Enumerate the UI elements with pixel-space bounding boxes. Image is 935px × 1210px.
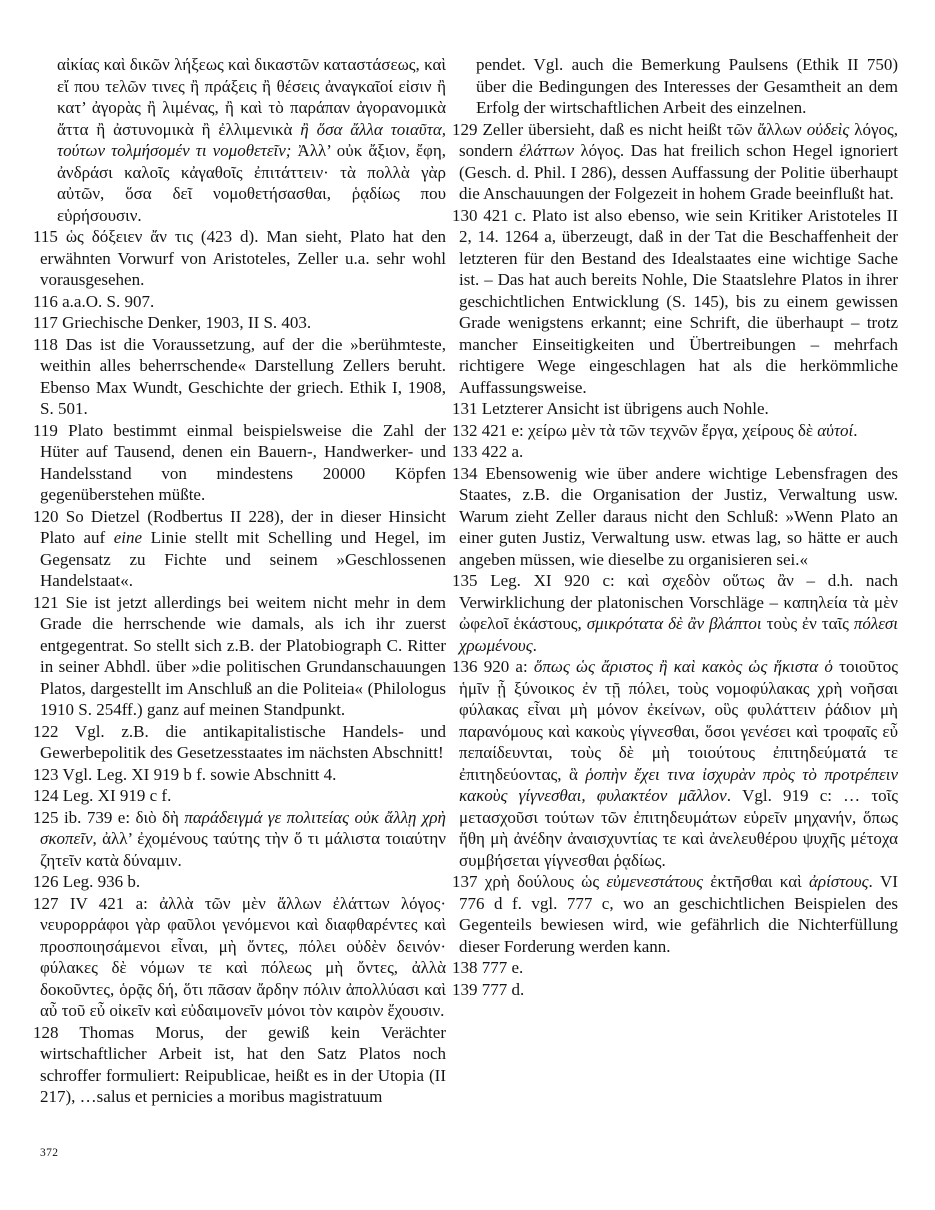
text-run: Letzterer Ansicht ist übrigens auch Nohle. <box>481 399 769 418</box>
footnote <box>452 119 898 205</box>
footnote-number: 122 <box>33 721 75 741</box>
footnote <box>452 463 898 571</box>
text-run: Sie ist jetzt allerdings bei weitem nicht mehr in dem Grade die herrschende wie damals, als ich ihr zuerst entgegentrat. So stellt sich z.B. der Platobiograph C. Ritter in seiner Abhdl. über »die politischen Grundanschauungen Platos, dargestellt im Anschluß an die Politeia« (Philologus 1910 S. 254ff.) ganz auf meinen Standpunkt. <box>40 592 446 719</box>
text-run: Thomas Morus, der gewiß kein Verächter wirtschaftlicher Arbeit ist, hat den Satz Platos noch schroffer formuliert: Reipublicae, heißt es in der Utopia (II 217), …salus et pernicies a moribus magistratuum <box>40 1022 446 1106</box>
left-column <box>33 54 446 1108</box>
footnote-number: 135 <box>452 571 491 590</box>
emphasized-text: ἐλάττων <box>519 141 574 160</box>
text-run: Leg. 936 b. <box>62 872 141 891</box>
footnote <box>452 957 898 979</box>
footnote-number: 116 <box>33 291 63 311</box>
text-run: 421 c. Plato ist also ebenso, wie sein Kritiker Aristoteles II 2, 14. 1264 a, überzeugt, daß in der Tat die Beschaffenheit der letzteren für den Bestand des Idealstaates eine wichtige Sache ist. – Das hat auch bereits Nohle, Die Staatslehre Platos in ihrer geschichtlichen Entwicklung (S. 145), bis zu einem gewissen Grade wenigstens erkannt; eine Schrift, die überhaupt – trotz mancher Einseitigkeiten und Übertreibungen – mehrfach richtigere Wege eingeschlagen hat als die herkömmliche Auffassungsweise. <box>459 205 898 397</box>
text-run: Das ist die Voraussetzung, auf der die »berühmteste, weithin alles beherrschende« Darstellung Zellers beruht. Ebenso Max Wundt, Geschichte der griech. Ethik I, 1908, S. 501. <box>40 334 446 418</box>
text-run: . <box>853 420 858 440</box>
footnote <box>33 312 446 334</box>
text-run: ἐκτῆσθαι καὶ <box>703 872 809 891</box>
footnote-number: 123 <box>33 764 63 784</box>
text-run: a.a.O. S. 907. <box>62 291 155 311</box>
text-run: , ἀλλ’ ἐχομένους ταύτης τὴν ὅ τι μάλιστα τοιαύτην ζητεῖν κατὰ δύναμιν. <box>40 829 446 870</box>
footnote-number: 115 <box>33 227 66 246</box>
footnote <box>33 420 446 506</box>
text-run: Ἀλλ’ οὐκ ἄξιον, ἔφη, ἀνδράσι καλοῖς κἀγαθοῖς ἐπιτάττειν· τὰ πολλὰ γὰρ αὐτῶν, ὅσα δεῖ νομοθετήσασθαι, ῥᾳδίως που εὑρήσουσιν. <box>57 141 446 225</box>
footnote-number: 132 <box>452 420 482 440</box>
footnote-number: 119 <box>33 420 69 440</box>
right-column <box>452 54 898 1000</box>
emphasized-text: ἢ ὅσα ἄλλα τοιαῦτα, τούτων τολμήσομέν τι νομοθετεῖν; <box>57 119 446 160</box>
text-run: . <box>532 635 537 655</box>
footnote-number: 138 <box>452 958 482 977</box>
text-run: Linie stellt mit Schelling und Hegel, im Gegensatz zu Fichte und seinem »Geschlossenen Handelstaat«. <box>40 528 446 590</box>
footnote <box>33 721 446 764</box>
text-run: λόγος, sondern <box>459 119 898 160</box>
text-run: So Dietzel (Rodbertus II 228), der in dieser Hinsicht Plato auf <box>40 506 446 547</box>
text-run: 777 d. <box>481 979 525 999</box>
footnote <box>33 807 446 872</box>
footnote-number: 133 <box>452 442 482 461</box>
emphasized-text: σμικρότατα δὲ ἂν βλάπτοι <box>586 614 762 633</box>
footnote <box>33 1022 446 1108</box>
text-run: pendet. Vgl. auch die Bemerkung Paulsens (Ethik II 750) über die Bedingungen des Interesses der Gesamtheit an dem Erfolg der wirtschaftlichen Arbeit des einzelnen. <box>476 55 898 117</box>
footnote <box>452 205 898 399</box>
footnote <box>33 871 446 893</box>
emphasized-text: παράδειγμά γε πολιτείας οὐκ ἄλλῃ χρὴ σκοπεῖν <box>40 807 446 848</box>
text-run: ὡς δόξειεν ἄν τις (423 d). Man sieht, Plato hat den erwähnten Vorwurf von Aristoteles, Zeller u.a. sehr wohl vorausgesehen. <box>40 227 446 289</box>
emphasized-text: ῥοπὴν ἔχει τινα ἰσχυρὰν πρὸς τὸ προτρέπειν κακοὺς γίγνεσθαι, φυλακτέον μᾶλλον <box>459 764 898 805</box>
footnote <box>33 226 446 291</box>
emphasized-text: αὑτοί <box>817 420 854 440</box>
page-number: 372 <box>40 1147 59 1159</box>
footnote-number: 130 <box>452 205 484 225</box>
emphasized-text: ὅπως ὡς ἄριστος ἢ καὶ κακὸς ὡς ἥκιστα ὁ <box>533 657 833 676</box>
text-run: ib. 739 e: διὸ δὴ <box>63 807 185 827</box>
text-run: Leg. XI 920 c: καὶ σχεδὸν οὕτως ἂν – d.h. nach Verwirklichung der platonischen Vorschläge – καπηλεία τὰ μὲν ὠφελοῖ ἑκάστους, <box>459 571 899 633</box>
text-run: λόγος. Das hat freilich schon Hegel ignoriert (Gesch. d. Phil. I 286), dessen Auffassung der Politie überhaupt die Anschauungen der Folgezeit in hohem Grade beeinflußt hat. <box>459 141 898 203</box>
footnote-number: 127 <box>33 893 70 913</box>
text-run: 777 e. <box>481 958 524 977</box>
emphasized-text: ἀρίστους <box>809 872 869 891</box>
continuation-paragraph <box>33 54 446 226</box>
text-run: IV 421 a: ἀλλὰ τῶν μὲν ἄλλων ἐλάττων λόγος· νευρορράφοι γὰρ φαῦλοι γενόμενοι καὶ διαφθαρέντες καὶ προσποιησάμενοι εἶναι, μὴ ὄντες, πόλει οὐδὲν δεινόν· φύλακες δὲ νόμων τε καὶ πόλεως μὴ ὄντες, ἀλλὰ δοκοῦντες, ὁρᾷς δή, ὅτι πᾶσαν ἄρδην πόλιν ἀπολλύασι καὶ αὖ τοῦ εὖ οἰκεῖν καὶ εὐδαιμονεῖν μόνοι τὸν καιρὸν ἔχουσιν. <box>40 893 446 1020</box>
footnote <box>452 979 898 1001</box>
text-run: Vgl. Leg. XI 919 b f. sowie Abschnitt 4. <box>62 764 337 784</box>
footnote-number: 121 <box>33 592 66 612</box>
emphasized-text: πόλεσι χρωμένους <box>459 614 898 655</box>
footnote <box>33 893 446 1022</box>
text-run: τοιοῦτος ἡμῖν ᾖ ξύνοικος ἐν τῇ πόλει, τοὺς νομοφύλακας χρὴ νοῆσαι φύλακας εἶναι μὴ μόνον ἐκείνων, οὓς φυλάττειν ῥάδιον μὴ παρανόμους καὶ κακοὺς γίγνεσθαι, ὅσοι γενέσει καὶ τροφαῖς εὖ πεπαίδευνται, τοὺς δὲ μὴ τοιούτους ἐπιτηδεύματά τε ἐπιτηδεύοντας, ἃ <box>459 657 899 784</box>
text-run: . Vgl. 919 c: … τοῖς μετασχοῦσι τούτων τῶν ἐπιτηδευμάτων εὑρεῖν μηχανήν, ὅπως ἤθη μὴ ἀνέδην ἀναισχυντίας τε καὶ ἀνελευθέρου ψυχῆς μέτοχα συμβήσεται γίγνεσθαι ῥᾳδίως. <box>459 786 898 870</box>
footnote-number: 117 <box>33 313 63 332</box>
footnote-number: 136 <box>452 657 484 676</box>
text-run: . VI 776 d f. vgl. 777 c, wo an geschichtlichen Beispielen des Gegenteils bewiesen wird, wie gefährlich die Nichterfüllung dieser Forderung werden kann. <box>459 872 898 956</box>
footnote <box>33 764 446 786</box>
footnote <box>33 334 446 420</box>
footnote-number: 137 <box>452 872 485 891</box>
text-run: 421 e: χείρω μὲν τὰ τῶν τεχνῶν ἔργα, χείρους δὲ <box>481 420 818 440</box>
footnote-number: 129 <box>452 119 483 139</box>
emphasized-text: eine <box>113 528 143 547</box>
footnote-number: 128 <box>33 1022 80 1042</box>
footnote <box>33 785 446 807</box>
continuation-paragraph <box>452 54 898 119</box>
footnote <box>33 506 446 592</box>
footnote-number: 124 <box>33 786 63 805</box>
footnote-number: 134 <box>452 463 486 483</box>
text-run: αἰκίας καὶ δικῶν λήξεως καὶ δικαστῶν καταστάσεως, καὶ εἴ που τελῶν τινες ἢ πράξεις ἢ θέσεις ἀναγκαῖοί εἰσιν ἢ κατ’ ἀγορὰς ἢ λιμένας, ἢ καὶ τὸ παράπαν ἀγορανομικὰ ἄττα ἢ ἀστυνομικὰ ἢ ἐλλιμενικὰ <box>57 55 446 139</box>
footnote <box>33 291 446 313</box>
text-run: Plato bestimmt einmal beispielsweise die Zahl der Hüter auf Tausend, denen ein Bauern-, Handwerker- und Handelsstand von mindestens 20000 Köpfen gegenüberstehen müßte. <box>40 420 447 504</box>
footnote-number: 120 <box>33 506 66 526</box>
footnote <box>452 420 898 442</box>
footnote-number: 131 <box>452 399 482 418</box>
text-run: χρὴ δούλους ὡς <box>484 872 607 891</box>
footnote <box>33 592 446 721</box>
text-run: Leg. XI 919 c f. <box>62 786 172 805</box>
text-run: Zeller übersieht, daß es nicht heißt τῶν ἄλλων <box>482 119 807 139</box>
emphasized-text: οὐδεὶς <box>806 119 850 139</box>
text-run: Griechische Denker, 1903, II S. 403. <box>62 313 312 332</box>
footnote <box>452 871 898 957</box>
footnote <box>452 656 898 871</box>
footnote-number: 139 <box>452 979 482 999</box>
footnote <box>452 441 898 463</box>
text-run: Vgl. z.B. die antikapitalistische Handels- und Gewerbepolitik des Gesetzesstaates im nächsten Abschnitt! <box>40 721 447 762</box>
emphasized-text: εὐμενεστάτους <box>606 872 703 891</box>
text-run: Ebensowenig wie über andere wichtige Lebensfragen des Staates, z.B. die Organisation der Justiz, Verwaltung usw. Warum zieht Zeller daraus nicht den Schluß: »Wenn Plato an einer guten Justiz, Verwaltung usw. etwas lag, so hätte er auch angeben müssen, wie dieselbe zu organisieren sei.« <box>459 463 899 569</box>
footnote-number: 126 <box>33 872 63 891</box>
footnote <box>452 398 898 420</box>
footnote-number: 118 <box>33 334 66 354</box>
footnote <box>452 570 898 656</box>
text-run: 920 a: <box>483 657 534 676</box>
text-run: τοὺς ἐν ταῖς <box>761 614 854 633</box>
text-run: 422 a. <box>481 442 524 461</box>
footnote-number: 125 <box>33 807 64 827</box>
